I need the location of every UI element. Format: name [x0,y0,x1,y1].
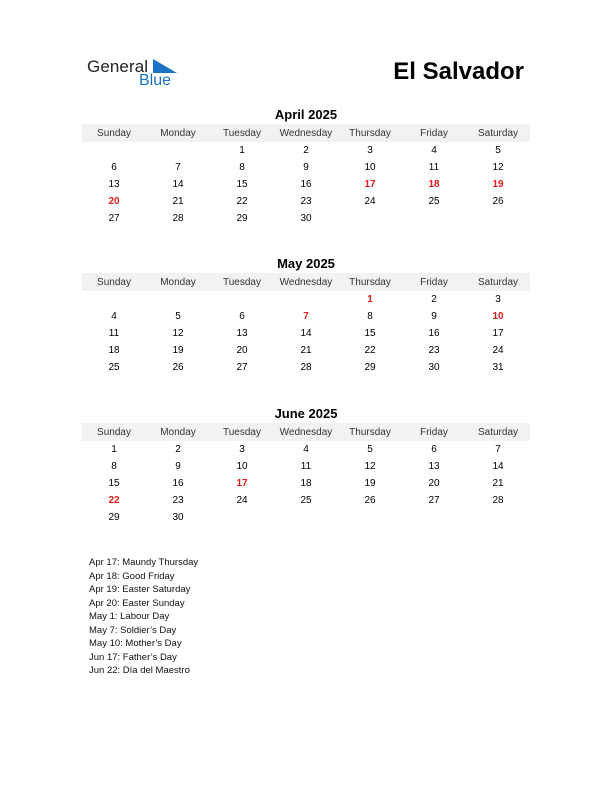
week-row [82,492,530,509]
month-weeks [82,441,530,526]
week-row [82,441,530,458]
weekday-label: Thursday [349,426,391,438]
day-cell: 24 [492,345,504,356]
day-cell: 7 [175,162,181,173]
day-cell: 11 [428,162,440,173]
weekday-label: Monday [160,426,196,438]
month-title: June 2025 [274,406,338,421]
day-cell: 17 [492,328,504,339]
day-cell: 23 [300,196,312,207]
day-cell: 29 [236,213,248,224]
day-cell: 18 [428,179,440,190]
day-cell: 18 [300,478,312,489]
day-cell: 17 [364,179,376,190]
month-may [82,256,530,376]
week-row [82,193,530,210]
weekday-label: Tuesday [223,127,261,139]
day-cell: 4 [303,444,309,455]
day-cell: 5 [367,444,373,455]
day-cell: 25 [428,196,440,207]
day-cell: 7 [303,311,309,322]
day-cell: 11 [300,461,312,472]
weekday-label: Saturday [477,276,519,288]
day-cell: 10 [236,461,248,472]
weekday-label: Wednesday [279,276,333,288]
day-cell: 21 [172,196,184,207]
week-row [82,475,530,492]
weekday-label: Wednesday [279,426,333,438]
day-cell: 5 [495,145,501,156]
day-cell: 30 [300,213,312,224]
day-cell: 25 [108,362,120,373]
weekday-header [82,423,530,441]
day-cell: 26 [364,495,376,506]
weekday-header [82,273,530,291]
day-cell: 30 [172,512,184,523]
day-cell: 18 [108,345,120,356]
day-cell: 29 [364,362,376,373]
holiday-entry: Jun 17: Father’s Day [89,651,177,663]
weekday-label: Thursday [349,276,391,288]
day-cell: 13 [428,461,440,472]
country-title: El Salvador [393,58,524,85]
day-cell: 8 [111,461,117,472]
day-cell: 2 [431,294,437,305]
day-cell: 19 [172,345,184,356]
day-cell: 6 [239,311,245,322]
day-cell: 4 [111,311,117,322]
day-cell: 13 [236,328,248,339]
day-cell: 3 [367,145,373,156]
weekday-label: Wednesday [279,127,333,139]
weekday-label: Thursday [349,127,391,139]
week-row [82,342,530,359]
day-cell: 9 [175,461,181,472]
day-cell: 4 [431,145,437,156]
day-cell: 19 [364,478,376,489]
day-cell: 16 [172,478,184,489]
day-cell: 22 [108,495,120,506]
day-cell: 10 [492,311,504,322]
day-cell: 17 [236,478,248,489]
holiday-entry: May 7: Soldier’s Day [89,624,177,636]
day-cell: 19 [492,179,504,190]
month-weeks [82,291,530,376]
day-cell: 8 [367,311,373,322]
month-april [82,107,530,227]
weekday-label: Friday [420,426,448,438]
logo-triangle-icon [153,59,177,73]
day-cell: 15 [364,328,376,339]
day-cell: 12 [364,461,376,472]
day-cell: 21 [492,478,504,489]
holiday-entry: May 1: Labour Day [89,611,170,622]
weekday-label: Monday [160,127,196,139]
weekday-label: Tuesday [223,426,261,438]
day-cell: 13 [108,179,120,190]
weekday-label: Friday [420,127,448,139]
week-row [82,509,530,526]
day-cell: 9 [303,162,309,173]
week-row [82,308,530,325]
week-row [82,458,530,475]
day-cell: 15 [108,478,120,489]
day-cell: 2 [175,444,181,455]
month-title: May 2025 [277,256,335,271]
day-cell: 25 [300,495,312,506]
weekday-label: Saturday [477,127,519,139]
weekday-label: Friday [420,276,448,288]
week-row [82,176,530,193]
holiday-entry: Apr 17: Maundy Thursday [89,557,199,568]
weekday-label: Monday [160,276,196,288]
week-row [82,325,530,342]
day-cell: 2 [303,145,309,156]
day-cell: 16 [300,179,312,190]
day-cell: 21 [300,345,312,356]
day-cell: 28 [300,362,312,373]
month-june [82,406,530,526]
day-cell: 14 [492,461,504,472]
logo-word-general: General [87,57,149,76]
day-cell: 20 [108,196,120,207]
day-cell: 23 [428,345,440,356]
day-cell: 1 [111,444,117,455]
day-cell: 9 [431,311,437,322]
day-cell: 31 [492,362,504,373]
month-weeks [82,142,530,227]
day-cell: 28 [172,213,184,224]
day-cell: 22 [236,196,248,207]
weekday-label: Sunday [97,426,131,438]
day-cell: 14 [300,328,312,339]
day-cell: 10 [364,162,376,173]
day-cell: 1 [367,294,373,305]
weekday-label: Saturday [477,426,519,438]
day-cell: 6 [111,162,117,173]
holiday-entry: May 10: Mother’s Day [89,638,182,649]
day-cell: 11 [108,328,120,339]
day-cell: 28 [492,495,504,506]
holiday-entry: Apr 18: Good Friday [89,570,175,582]
weekday-label: Sunday [97,276,131,288]
logo-word-blue: Blue [139,72,172,89]
day-cell: 1 [239,145,245,156]
month-title: April 2025 [274,107,338,122]
day-cell: 23 [172,495,184,506]
day-cell: 22 [364,345,376,356]
day-cell: 20 [428,478,440,489]
day-cell: 24 [236,495,248,506]
holiday-entry: Apr 19: Easter Saturday [89,584,191,595]
day-cell: 26 [172,362,184,373]
day-cell: 27 [428,495,440,506]
day-cell: 27 [236,362,248,373]
day-cell: 7 [495,444,501,455]
day-cell: 20 [236,345,248,356]
holiday-entry: Apr 20: Easter Sunday [89,597,185,609]
day-cell: 24 [364,196,376,207]
weekday-label: Sunday [97,127,131,139]
week-row [82,359,530,376]
day-cell: 27 [108,213,120,224]
holiday-list [89,556,198,678]
week-row [82,159,530,176]
day-cell: 3 [239,444,245,455]
generalblue-logo [87,55,187,91]
day-cell: 5 [175,311,181,322]
weekday-header [82,124,530,142]
week-row [82,142,530,159]
day-cell: 14 [172,179,184,190]
day-cell: 3 [495,294,501,305]
week-row [82,210,530,227]
holiday-entry: Jun 22: Día del Maestro [89,665,190,676]
day-cell: 12 [492,162,504,173]
week-row [82,291,530,308]
day-cell: 15 [236,179,248,190]
day-cell: 12 [172,328,184,339]
day-cell: 16 [428,328,440,339]
day-cell: 6 [431,444,437,455]
day-cell: 8 [239,162,245,173]
day-cell: 26 [492,196,504,207]
day-cell: 30 [428,362,440,373]
weekday-label: Tuesday [223,276,261,288]
day-cell: 29 [108,512,120,523]
